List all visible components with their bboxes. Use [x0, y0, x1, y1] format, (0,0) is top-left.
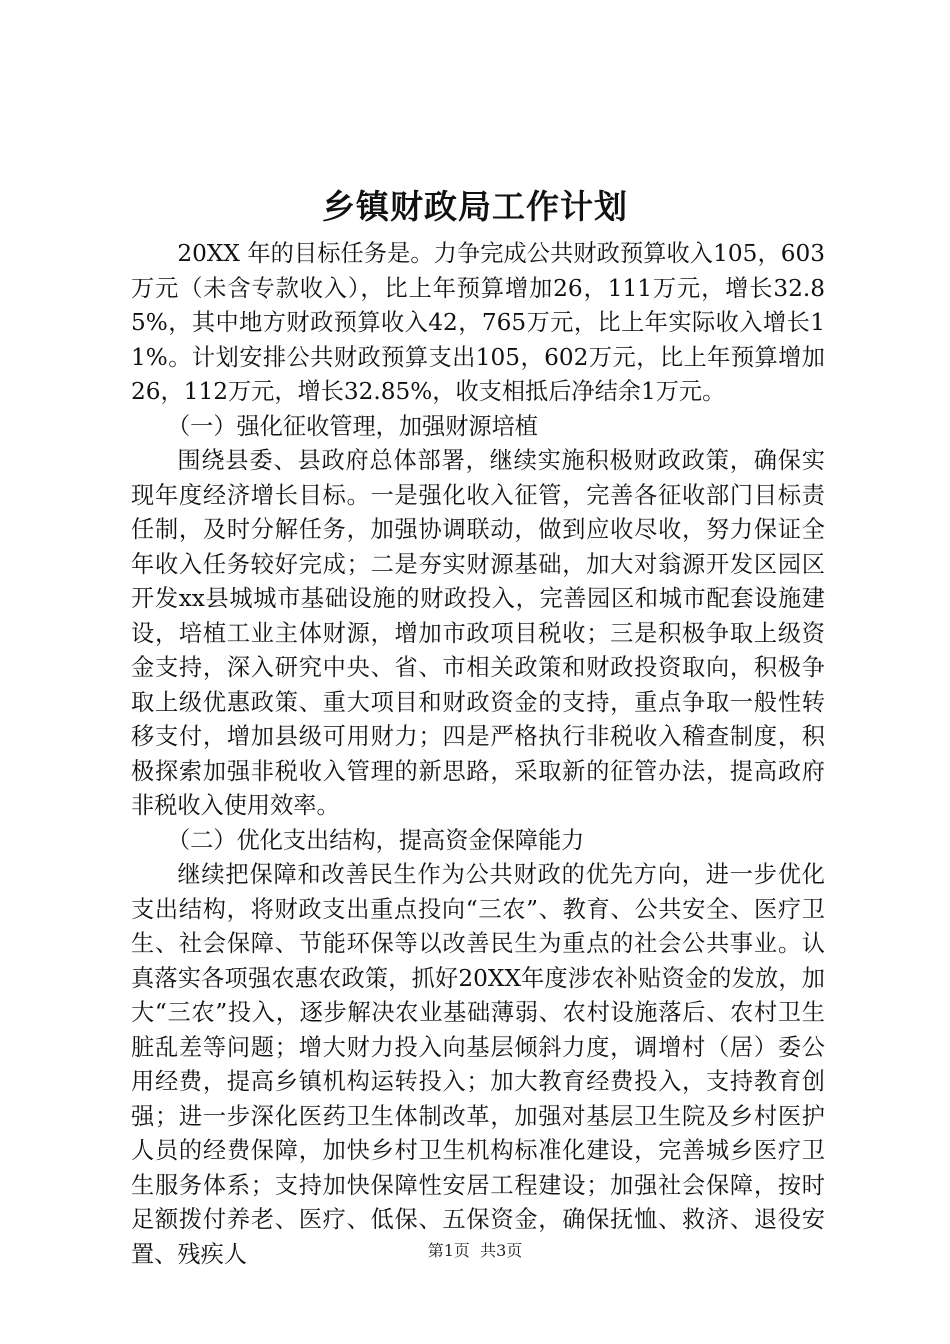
- page-footer: [0, 1239, 950, 1263]
- page-number: 第1页: [427, 1241, 470, 1260]
- document-body: [131, 237, 825, 1272]
- paragraph-targets: 20XX 年的目标任务是。力争完成公共财政预算收入105，603万元（未含专款收入），比上年预算增加26，111万元，增长32.85%，其中地方财政预算收入42，765万元，比上年实际收入增长11%。计划安排公共财政预算支出105，602万元，比上年预算增加26，112万元，增长32.85%，收支相抵后净结余1万元。: [131, 240, 825, 405]
- paragraph-expenditure: 继续把保障和改善民生作为公共财政的优先方向，进一步优化支出结构，将财政支出重点投向“三农”、教育、公共安全、医疗卫生、社会保障、节能环保等以改善民生为重点的社会公共事业。认真落实各项强农惠农政策，抓好20XX年度涉农补贴资金的发放，加大“三农”投入，逐步解决农业基础薄弱、农村设施落后、农村卫生脏乱差等问题；增大财力投入向基层倾斜力度，调增村（居）委公用经费，提高乡镇机构运转投入；加大教育经费投入，支持教育创强；进一步深化医药卫生体制改革，加强对基层卫生院及乡村医护人员的经费保障，加快乡村卫生机构标准化建设，完善城乡医疗卫生服务体系；支持加快保障性安居工程建设；加强社会保障，按时足额拨付养老、医疗、低保、五保资金，确保抚恤、救济、退役安置、残疾人: [131, 861, 825, 1268]
- document-title: 乡镇财政局工作计划: [322, 187, 628, 226]
- section-heading-expenditure: （二）优化支出结构，提高资金保障能力: [166, 826, 585, 854]
- section-heading-revenue: （一）强化征收管理，加强财源培植: [166, 412, 538, 440]
- page-total: 共3页: [480, 1241, 523, 1260]
- paragraph-revenue: 围绕县委、县政府总体部署，继续实施积极财政政策，确保实现年度经济增长目标。一是强化收入征管，完善各征收部门目标责任制，及时分解任务，加强协调联动，做到应收尽收，努力保证全年收入任务较好完成；二是夯实财源基础，加大对翁源开发区园区开发xx县城城市基础设施的财政投入，完善园区和城市配套设施建设，培植工业主体财源，增加市政项目税收；三是积极争取上级资金支持，深入研究中央、省、市相关政策和财政投资取向，积极争取上级优惠政策、重大项目和财政资金的支持，重点争取一般性转移支付，增加县级可用财力；四是严格执行非税收入稽查制度，积极探索加强非税收入管理的新思路，采取新的征管办法，提高政府非税收入使用效率。: [131, 447, 825, 819]
